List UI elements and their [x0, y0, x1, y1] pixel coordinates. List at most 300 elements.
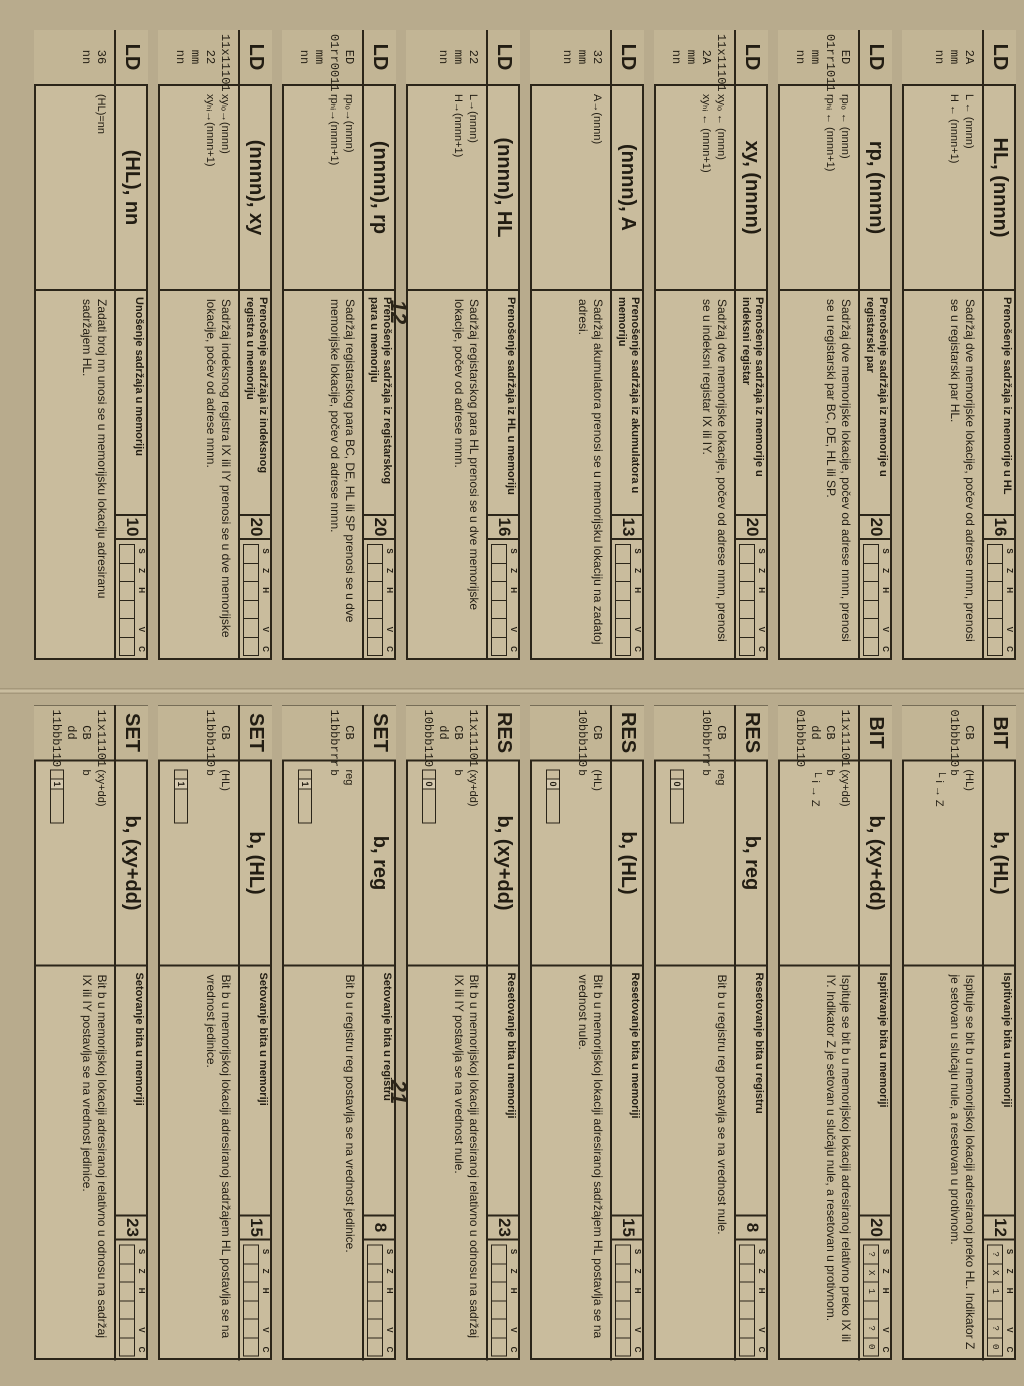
card-title: Prenošenje sadržaja iz registarskog para u memoriju: [362, 291, 396, 516]
flag-label: C: [261, 1346, 270, 1352]
flag-cell: [988, 638, 1002, 656]
flag-labels: [1003, 544, 1014, 656]
description: Sadržaj dve memorijske lokacije, počev od adrese nnnn, prenosi se u indeksni registar IX ili IY.: [700, 299, 729, 642]
flag-cells: [987, 1244, 1003, 1356]
flag-cells: [243, 1244, 259, 1356]
description: Bit b u registru reg postavlja se na vrednost nule.: [715, 974, 729, 1235]
operation: [406, 761, 486, 966]
operands: (nnnn), HL: [486, 86, 520, 291]
instruction-card: [34, 705, 148, 1360]
opcode: 11x11101 2A mm nn: [654, 30, 734, 86]
description: Bit b u memorijskoj lokaciji adresiranoj relativno u odnosu na sadržaj IX ili IY postavlja se na vrednost jedinice.: [80, 974, 109, 1338]
flag-label: Z: [261, 568, 270, 574]
mnemonic: LD: [362, 30, 396, 86]
flag-label: C: [633, 1346, 642, 1352]
flag-label: V: [881, 1326, 890, 1333]
page-number-left: 12: [386, 299, 411, 325]
flag-labels: [507, 1244, 518, 1356]
cycle-count: 20: [858, 1216, 892, 1240]
flag-table: [858, 1240, 892, 1360]
flag-cell: [120, 1282, 134, 1301]
flag-cell: [616, 638, 630, 656]
opcode: 36 nn: [34, 30, 114, 86]
instruction-card: [282, 30, 396, 660]
flag-label: H: [1005, 1287, 1014, 1294]
operands: (HL), nn: [114, 86, 148, 291]
flag-cell: ?: [864, 1319, 878, 1338]
flag-label: [135, 603, 146, 617]
flag-label: H: [1005, 587, 1014, 594]
flag-cell: [492, 601, 506, 620]
card-title: Prenošenje sadržaja iz akumulatora u memoriju: [610, 291, 644, 516]
mnemonic: RES: [486, 705, 520, 761]
flag-table: [982, 540, 1016, 660]
flag-label: V: [757, 1326, 766, 1333]
flag-cells: [119, 1244, 135, 1356]
flag-cell: [616, 1282, 630, 1301]
operands: b, (xy+dd): [486, 761, 520, 966]
flag-cell: [988, 582, 1002, 601]
flag-cell: [368, 638, 382, 656]
flag-label: C: [757, 1346, 766, 1352]
flag-label: V: [1005, 626, 1014, 633]
operation-text: reg b: [700, 769, 727, 785]
flag-cell: [492, 1338, 506, 1356]
bit-diagram: [298, 769, 312, 823]
opcode: ED 01rr1011 mm nn: [778, 30, 858, 86]
flag-label: V: [509, 1326, 518, 1333]
flag-cell: [120, 1301, 134, 1320]
flag-cell: [740, 1264, 754, 1283]
flag-cell: [244, 1319, 258, 1338]
bit-diagram: [546, 769, 560, 823]
flag-label: [755, 1303, 766, 1317]
operation-text: (HL) b: [576, 769, 603, 791]
flag-cell: [864, 601, 878, 620]
operation: [406, 86, 486, 291]
instruction-card: [654, 30, 768, 660]
flag-label: [383, 603, 394, 617]
opcode: CB 01bbb110: [902, 705, 982, 761]
operation: [654, 86, 734, 291]
opcode: 11x11101 22 mm nn: [158, 30, 238, 86]
mnemonic: LD: [238, 30, 272, 86]
flag-labels: [383, 544, 394, 656]
flag-label: C: [385, 646, 394, 652]
flag-cell: [740, 1282, 754, 1301]
bit-diagram: [174, 769, 188, 823]
flag-cell: [244, 1338, 258, 1356]
flag-cell: [864, 1301, 878, 1320]
flag-cell: [244, 1245, 258, 1264]
flag-label: V: [633, 626, 642, 633]
flag-cell: X: [988, 1264, 1002, 1283]
flag-label: [755, 603, 766, 617]
flag-table: [486, 1240, 520, 1360]
flag-cell: [492, 1319, 506, 1338]
flag-label: Z: [385, 1268, 394, 1274]
flag-cell: X: [864, 1264, 878, 1283]
flag-label: C: [757, 646, 766, 652]
flag-label: H: [261, 1287, 270, 1294]
operation-text: rpₗₒ ← (nnnn) rpₕᵢ ← (nnnn+1): [824, 94, 851, 172]
flag-label: S: [385, 1248, 394, 1254]
flag-cell: [368, 545, 382, 564]
flag-labels: [135, 544, 146, 656]
flag-label: Z: [509, 568, 518, 574]
cycle-count: 13: [610, 516, 644, 540]
card-title: Setovanje bita u registru: [362, 966, 396, 1216]
flag-label: V: [137, 626, 146, 633]
flag-cells: [491, 1244, 507, 1356]
flag-label: H: [881, 1287, 890, 1294]
flag-cell: [740, 1301, 754, 1320]
flag-cell: [368, 1301, 382, 1320]
operation-text: L→(nnnn) H→(nnnn+1): [452, 94, 479, 158]
flag-label: H: [137, 587, 146, 594]
flag-label: C: [881, 646, 890, 652]
flag-label: [259, 1303, 270, 1317]
card-title: Prenošenje sadržaja iz indeksnog registra u memoriju: [238, 291, 272, 516]
flag-labels: [383, 1244, 394, 1356]
card-title: Prenošenje sadržaja iz memorije u HL: [982, 291, 1016, 516]
description: Bit b u memorijskoj lokaciji adresiranoj sadržajem HL postavlja se na vrednost nule.: [576, 974, 605, 1338]
mnemonic: SET: [114, 705, 148, 761]
flag-cell: [120, 601, 134, 620]
cycle-count: 15: [238, 1216, 272, 1240]
opcode: 11x11101 CB dd 11bbb110: [34, 705, 114, 761]
cycle-count: 23: [114, 1216, 148, 1240]
flag-cell: [368, 1282, 382, 1301]
card-title: Resetovanje bita u memoriji: [610, 966, 644, 1216]
flag-label: Z: [633, 568, 642, 574]
flag-cells: [615, 544, 631, 656]
operation-text: xyₗₒ→(nnnn) xyₕᵢ→(nnnn+1): [204, 94, 231, 167]
flag-label: H: [881, 587, 890, 594]
flag-cell: [244, 564, 258, 583]
operands: b, reg: [734, 761, 768, 966]
flag-label: Z: [1005, 568, 1014, 574]
description: Bit b u memorijskoj lokaciji adresiranoj relativno u odnosu na sadržaj IX ili IY postavlja se na vrednost nule.: [452, 974, 481, 1338]
operands: b, (xy+dd): [858, 761, 892, 966]
flag-label: H: [633, 1287, 642, 1294]
flag-label: Z: [261, 1268, 270, 1274]
opcode: 11x11101 CB dd 10bbb110: [406, 705, 486, 761]
flag-label: Z: [509, 1268, 518, 1274]
flag-cell: [988, 564, 1002, 583]
mnemonic: RES: [734, 705, 768, 761]
flag-cell: [616, 1245, 630, 1264]
flag-cell: [368, 619, 382, 638]
instruction-card: [902, 30, 1016, 660]
flag-label: C: [137, 1346, 146, 1352]
flag-label: V: [881, 626, 890, 633]
flag-label: V: [137, 1326, 146, 1333]
flag-label: H: [757, 1287, 766, 1294]
flag-cell: [740, 564, 754, 583]
flag-label: [507, 603, 518, 617]
flag-cell: [616, 582, 630, 601]
card-title: Setovanje bita u memoriji: [238, 966, 272, 1216]
flag-cell: 1: [864, 1282, 878, 1301]
instruction-card: [34, 30, 148, 660]
operation: [282, 86, 362, 291]
flag-label: V: [261, 1326, 270, 1333]
instruction-card: [406, 705, 520, 1360]
operation: [34, 761, 114, 966]
flag-cell: [244, 619, 258, 638]
flag-label: Z: [757, 568, 766, 574]
flag-cell: [616, 1338, 630, 1356]
opcode: 22 mm nn: [406, 30, 486, 86]
cycle-count: 8: [362, 1216, 396, 1240]
flag-cell: [616, 545, 630, 564]
flag-cell: [988, 619, 1002, 638]
flag-label: V: [385, 1326, 394, 1333]
flag-labels: [631, 1244, 642, 1356]
flag-label: Z: [633, 1268, 642, 1274]
flag-table: [238, 540, 272, 660]
flag-cell: [864, 582, 878, 601]
flag-cell: [368, 1338, 382, 1356]
flag-labels: [135, 1244, 146, 1356]
operation: [902, 86, 982, 291]
operands: b, (HL): [238, 761, 272, 966]
flag-cell: [120, 638, 134, 656]
cycle-count: 12: [982, 1216, 1016, 1240]
mnemonic: LD: [610, 30, 644, 86]
card-title: Unošenje sadržaja u memoriju: [114, 291, 148, 516]
flag-labels: [755, 1244, 766, 1356]
flag-cell: ?: [988, 1319, 1002, 1338]
flag-table: [114, 1240, 148, 1360]
flag-cell: 0: [866, 1343, 876, 1349]
operation: [282, 761, 362, 966]
flag-label: Z: [137, 1268, 146, 1274]
flag-label: Z: [881, 568, 890, 574]
flag-label: V: [261, 626, 270, 633]
flag-labels: [879, 544, 890, 656]
flag-cell: [492, 1282, 506, 1301]
flag-cell: [368, 1245, 382, 1264]
flag-label: H: [385, 1287, 394, 1294]
flag-cells: [491, 544, 507, 656]
flag-cell: [492, 545, 506, 564]
flag-table: [982, 1240, 1016, 1360]
operation: [34, 86, 114, 291]
flag-cell: [616, 1264, 630, 1283]
flag-label: [631, 603, 642, 617]
flag-table: [486, 540, 520, 660]
operation: [158, 761, 238, 966]
description: Bit b u registru reg postavlja se na vrednost jedinice.: [343, 974, 357, 1253]
instruction-card: [406, 30, 520, 660]
opcode: CB 10bbb110: [530, 705, 610, 761]
mnemonic: RES: [610, 705, 644, 761]
flag-label: [631, 1303, 642, 1317]
cycle-count: 15: [610, 1216, 644, 1240]
flag-label: S: [261, 1248, 270, 1254]
flag-table: [734, 540, 768, 660]
flag-cell: [616, 601, 630, 620]
description: Sadržaj akumulatora prenosi se u memorijsku lokaciju na zadatoj adresi.: [576, 299, 605, 645]
flag-label: S: [633, 1248, 642, 1254]
description: Bit b u memorijskoj lokaciji adresiranoj sadržajem HL postavlja se na vrednost jedinice.: [204, 974, 233, 1338]
card-title: Setovanje bita u memoriji: [114, 966, 148, 1216]
cycle-count: 20: [362, 516, 396, 540]
description: Ispituje se bit b u memorijskoj lokaciji adresiranoj relativno preko IX ili IY. Indikator Z je setovan u slučaju nule, a resetovan u protivnom.: [824, 974, 853, 1342]
operands: b, (HL): [982, 761, 1016, 966]
flag-label: S: [633, 548, 642, 554]
flag-labels: [755, 544, 766, 656]
flag-table: [610, 1240, 644, 1360]
flag-labels: [1003, 1244, 1014, 1356]
operands: HL, (nnnn): [982, 86, 1016, 291]
flag-cell: [740, 1319, 754, 1338]
operands: b, (xy+dd): [114, 761, 148, 966]
flag-label: H: [261, 587, 270, 594]
flag-cells: [863, 544, 879, 656]
instruction-card: [654, 705, 768, 1360]
instruction-card: [158, 705, 272, 1360]
flag-label: H: [757, 587, 766, 594]
flag-cell: [740, 1245, 754, 1264]
flag-label: C: [261, 646, 270, 652]
instruction-card: [158, 30, 272, 660]
operation-text: (xy+dd) b └ i → Z: [809, 769, 851, 807]
operation-text: (HL) b: [204, 769, 231, 791]
flag-cell: [120, 1319, 134, 1338]
card-title: Ispitivanje bita u memoriji: [982, 966, 1016, 1216]
flag-cell: [244, 582, 258, 601]
opcode: 32 mm nn: [530, 30, 610, 86]
operation-text: L ← (nnnn) H ← (nnnn+1): [948, 94, 975, 164]
flag-cell: [988, 545, 1002, 564]
operands: b, (HL): [610, 761, 644, 966]
operation-text: xyₗₒ ← (nnnn) xyₕᵢ ← (nnnn+1): [700, 94, 727, 173]
flag-cells: [739, 1244, 755, 1356]
flag-label: [135, 1303, 146, 1317]
flag-cell: [244, 638, 258, 656]
flag-table: [114, 540, 148, 660]
flag-cell: [740, 545, 754, 564]
flag-label: H: [509, 1287, 518, 1294]
flag-label: C: [1005, 646, 1014, 652]
flag-label: S: [137, 1248, 146, 1254]
bit-value: 1: [174, 778, 188, 789]
operation-text: (xy+dd) b: [452, 769, 479, 806]
flag-cells: [987, 544, 1003, 656]
description: Zadati broj nn unosi se u memorijsku lokaciju adresiranu sadržajem HL.: [80, 299, 109, 599]
page-fold: [0, 688, 1024, 694]
card-title: Prenošenje sadržaja iz memorije u registarski par: [858, 291, 892, 516]
flag-cell: [864, 638, 878, 656]
flag-cell: ?: [864, 1245, 878, 1264]
bit-value: 1: [298, 778, 312, 789]
flag-cell: [120, 545, 134, 564]
description: Sadržaj registarskog para HL prenosi se u dve memorijske lokacije, počev od adrese nnnn.: [452, 299, 481, 611]
flag-cells: [367, 1244, 383, 1356]
flag-labels: [259, 1244, 270, 1356]
mnemonic: LD: [114, 30, 148, 86]
flag-cell: [988, 601, 1002, 620]
flag-cell: [120, 1245, 134, 1264]
flag-cell: [492, 619, 506, 638]
flag-labels: [507, 544, 518, 656]
flag-label: V: [633, 1326, 642, 1333]
flag-cell: [492, 564, 506, 583]
flag-cell: [120, 619, 134, 638]
cycle-count: 16: [486, 516, 520, 540]
flag-label: V: [757, 626, 766, 633]
flag-label: Z: [757, 1268, 766, 1274]
flag-label: C: [385, 1346, 394, 1352]
flag-label: [879, 1303, 890, 1317]
operands: (nnnn), rp: [362, 86, 396, 291]
mnemonic: BIT: [858, 705, 892, 761]
flag-label: C: [137, 646, 146, 652]
instruction-card: [778, 705, 892, 1360]
flag-cell: [368, 1319, 382, 1338]
flag-cell: [616, 1301, 630, 1320]
flag-label: Z: [385, 568, 394, 574]
flag-label: H: [385, 587, 394, 594]
instruction-card: [530, 30, 644, 660]
flag-cell: [988, 1301, 1002, 1320]
flag-cell: [120, 1338, 134, 1356]
flag-cell: [616, 1319, 630, 1338]
mnemonic: LD: [486, 30, 520, 86]
flag-cell: [244, 1282, 258, 1301]
description: Sadržaj registarskog para BC, DE, HL ili SP prenosi se u dve memorijske lokacije, počev od adrese nnnn.: [328, 299, 357, 623]
flag-label: V: [509, 626, 518, 633]
operands: (nnnn), A: [610, 86, 644, 291]
flag-table: [362, 540, 396, 660]
description: Sadržaj indeksnog registra IX ili IY prenosi se u dve memorijske lokacije, počev od adrese nnnn.: [204, 299, 233, 638]
operation-text: rpₗₒ→(nnnn) rpₕᵢ→(nnnn+1): [328, 94, 355, 166]
cycle-count: 8: [734, 1216, 768, 1240]
operands: rp, (nnnn): [858, 86, 892, 291]
instruction-card: [530, 705, 644, 1360]
description: Sadržaj dve memorijske lokacije, počev od adrese nnnn, prenosi se u registarski par BC, DE, HL ili SP.: [824, 299, 853, 642]
flag-cells: [367, 544, 383, 656]
bit-value: 0: [422, 778, 436, 789]
flag-cell: [368, 564, 382, 583]
flag-label: [507, 1303, 518, 1317]
flag-label: S: [757, 548, 766, 554]
flag-cell: [740, 1338, 754, 1356]
flag-labels: [259, 544, 270, 656]
page-number-right: 21: [386, 1079, 411, 1105]
description: Sadržaj dve memorijske lokacije, počev od adrese nnnn, prenosi se u registarski par HL.: [948, 299, 977, 642]
opcode: CB 10bbbrrr: [654, 705, 734, 761]
flag-cell: [244, 545, 258, 564]
flag-cell: [368, 601, 382, 620]
flag-cell: [616, 619, 630, 638]
flag-cell: [492, 582, 506, 601]
instruction-card: [902, 705, 1016, 1360]
bit-value: 0: [546, 778, 560, 789]
flag-label: [1003, 603, 1014, 617]
flag-cell: [740, 638, 754, 656]
operation-text: (xy+dd) b: [80, 769, 107, 806]
mnemonic: SET: [238, 705, 272, 761]
flag-label: Z: [137, 568, 146, 574]
flag-cells: [739, 544, 755, 656]
bit-value: 1: [50, 778, 64, 789]
flag-cell: 1: [988, 1282, 1002, 1301]
flag-label: V: [385, 626, 394, 633]
